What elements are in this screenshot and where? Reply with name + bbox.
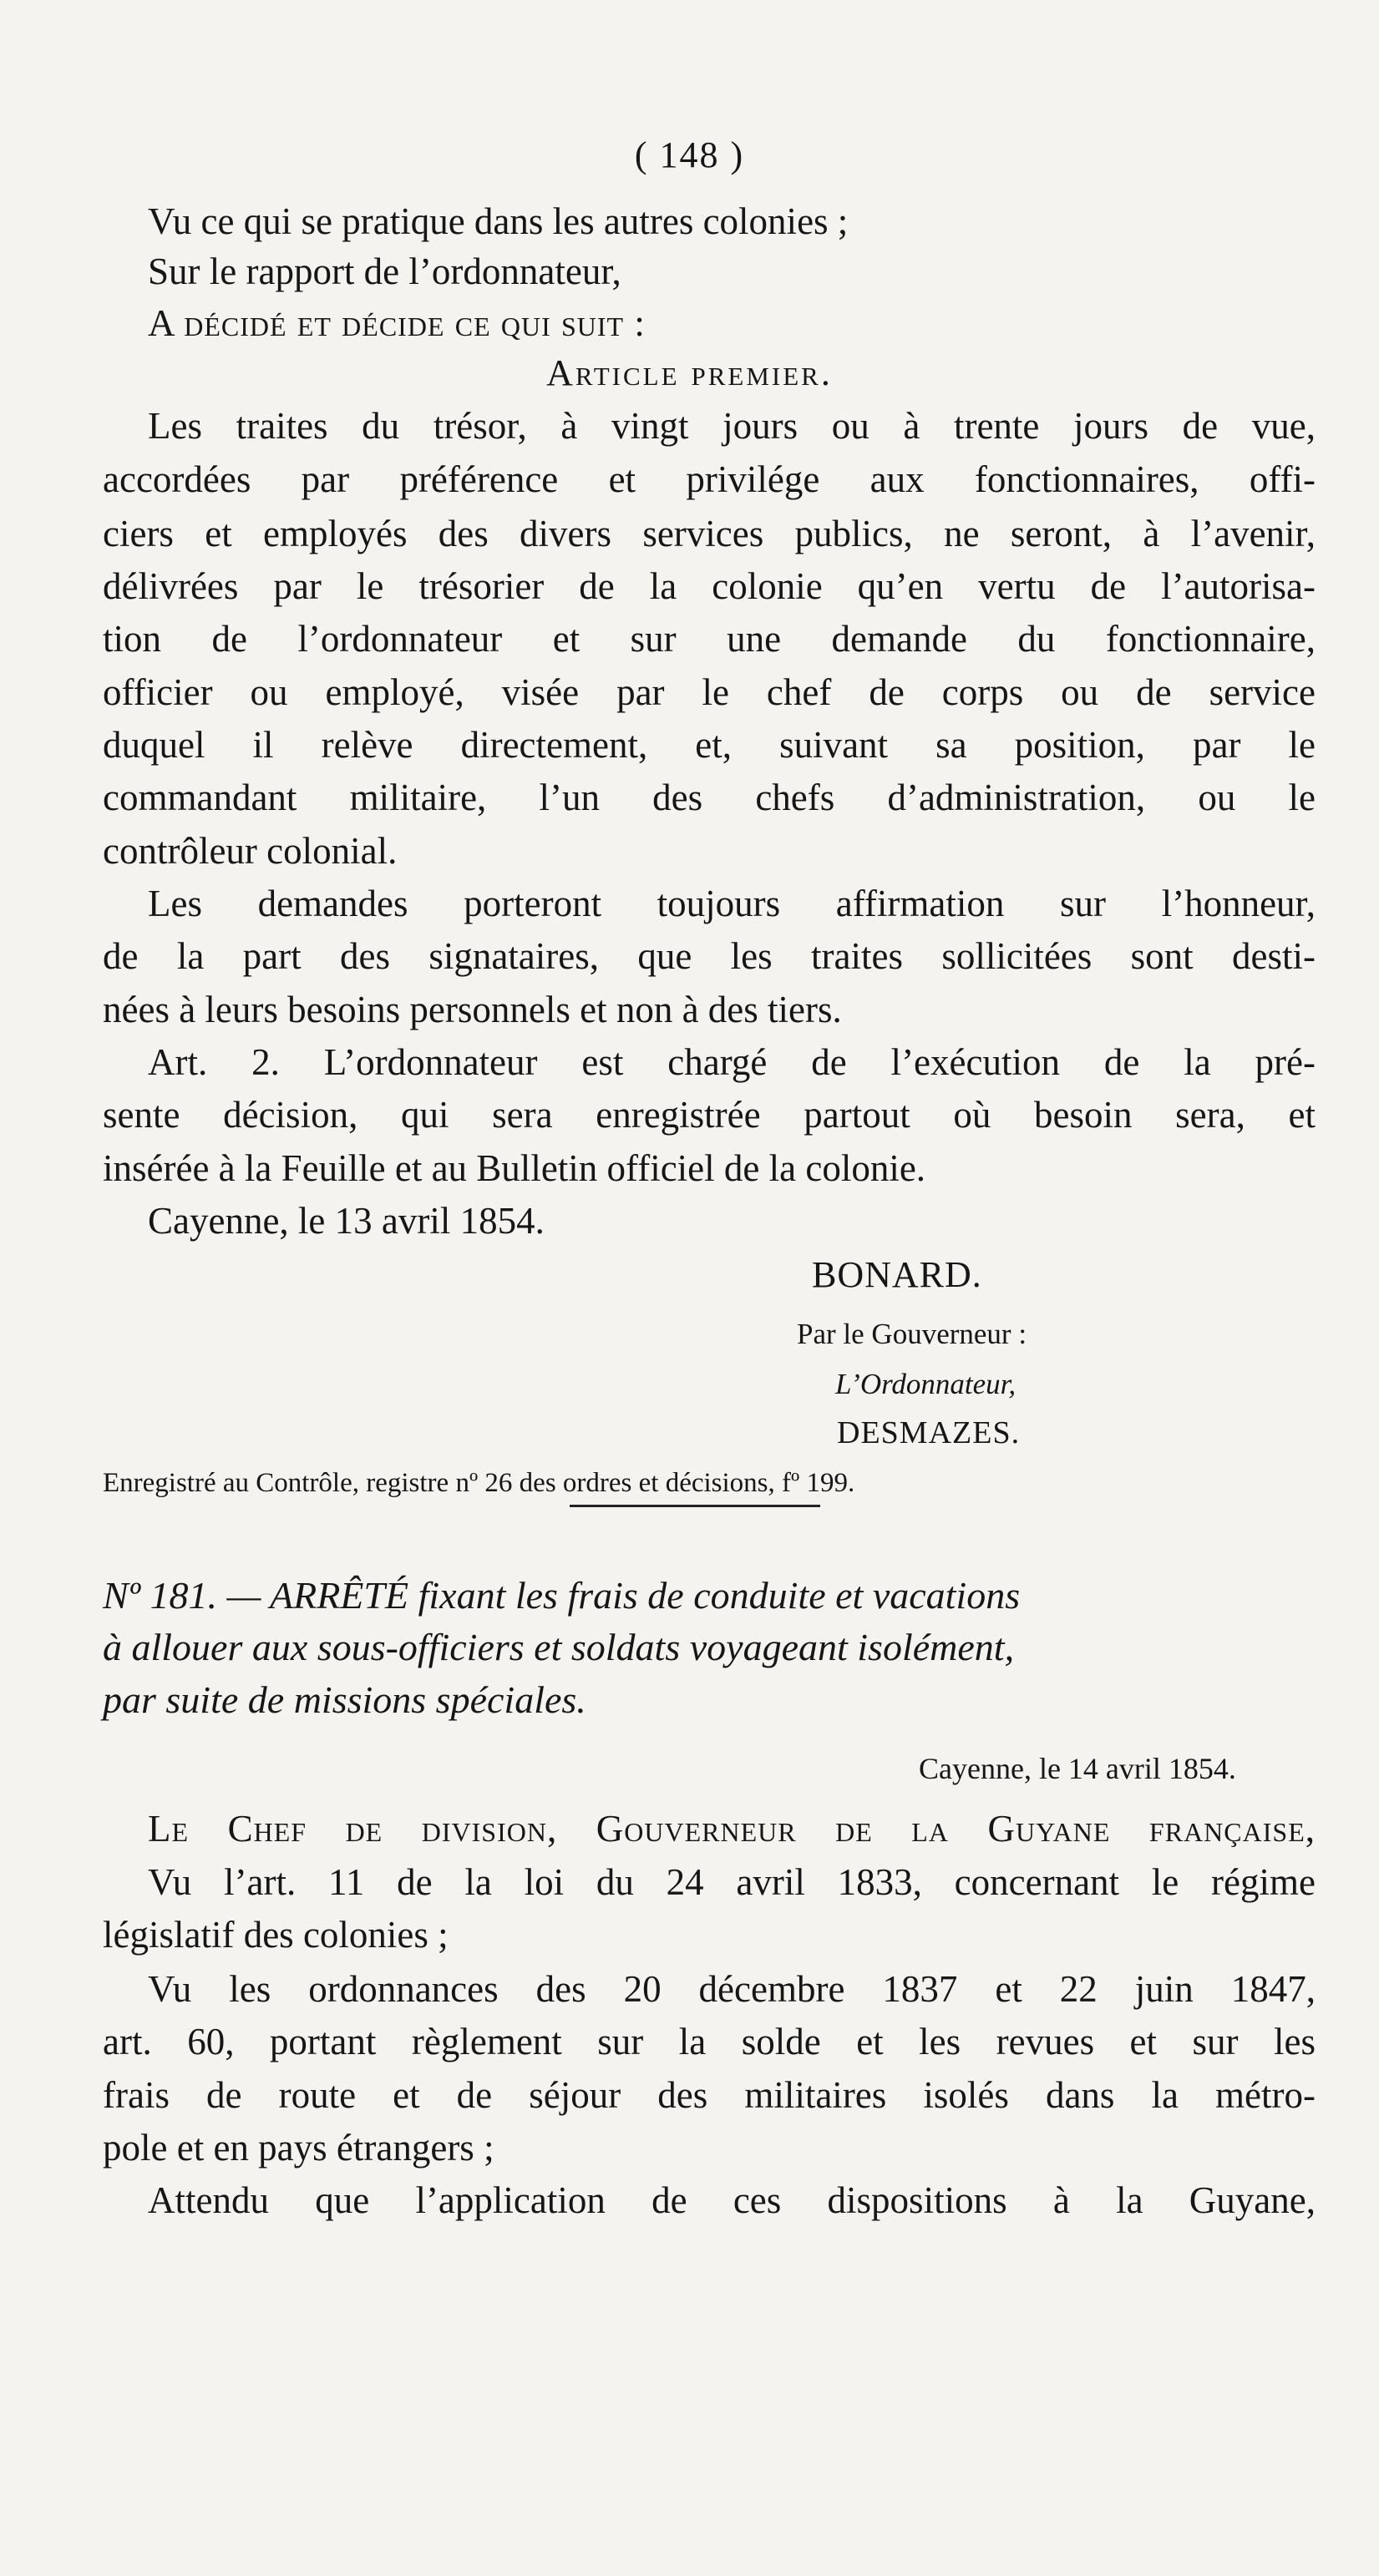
arrete-body-line: pole et en pays étrangers ; bbox=[103, 2127, 494, 2169]
preamble-line bbox=[148, 302, 646, 344]
article-2-line: Art. 2. L’ordonnateur est chargé de l’exécution de la pré- bbox=[148, 1041, 1316, 1083]
article-1-line: commandant militaire, l’un des chefs d’administration, ou le bbox=[103, 777, 1316, 818]
arrete-title-line: par suite de missions spéciales. bbox=[103, 1678, 586, 1721]
arrete-body-line: Vu l’art. 11 de la loi du 24 avril 1833, concernant le régime bbox=[148, 1861, 1316, 1903]
arrete-body-line: Vu les ordonnances des 20 décembre 1837 et 22 juin 1847, bbox=[148, 1968, 1316, 2010]
article-1-line: tion de l’ordonnateur et sur une demande du fonctionnaire, bbox=[103, 618, 1316, 660]
article-1-line: contrôleur colonial. bbox=[103, 830, 398, 872]
arrete-body-line: législatif des colonies ; bbox=[103, 1914, 449, 1956]
article-2-line: sente décision, qui sera enregistrée partout où besoin sera, et bbox=[103, 1094, 1316, 1136]
article-1-paragraph-2-line: de la part des signataires, que les traites sollicitées sont desti- bbox=[103, 935, 1316, 977]
arrete-body-line: Le Chef de division, Gouverneur de la Guyane française, bbox=[148, 1808, 1316, 1850]
preamble-line: Sur le rapport de l’ordonnateur, bbox=[148, 251, 621, 292]
signature-countersign: DESMAZES. bbox=[837, 1415, 1021, 1450]
arrete-body-line: Attendu que l’application de ces dispositions à la Guyane, bbox=[148, 2179, 1316, 2221]
article-1-paragraph-2-line: Les demandes porteront toujours affirmation sur l’honneur, bbox=[148, 883, 1316, 924]
article-1-line: délivrées par le trésorier de la colonie qu’en vertu de l’autorisa- bbox=[103, 565, 1316, 607]
signature-role: L’Ordonnateur, bbox=[835, 1368, 1017, 1400]
article-1-line: Les traites du trésor, à vingt jours ou à trente jours de vue, bbox=[148, 405, 1316, 447]
article-1-line: officier ou employé, visée par le chef de corps ou de service bbox=[103, 671, 1316, 713]
arrete-body-line: frais de route et de séjour des militaires isolés dans la métro- bbox=[103, 2074, 1316, 2116]
arrete-title-line: à allouer aux sous-officiers et soldats voyageant isolément, bbox=[103, 1626, 1015, 1668]
arrete-body-line: art. 60, portant règlement sur la solde et les revues et sur les bbox=[103, 2021, 1316, 2062]
article-1-paragraph-2-line: nées à leurs besoins personnels et non à des tiers. bbox=[103, 989, 842, 1030]
place-date: Cayenne, le 13 avril 1854. bbox=[148, 1200, 545, 1242]
article-1-line: duquel il relève directement, et, suivant sa position, par le bbox=[103, 724, 1316, 766]
article-heading: Article premier. bbox=[546, 352, 833, 393]
section-divider bbox=[570, 1505, 820, 1507]
page-number: ( 148 ) bbox=[634, 134, 745, 175]
article-1-line: accordées par préférence et privilége aux fonctionnaires, offi- bbox=[103, 458, 1316, 500]
preamble-line: Vu ce qui se pratique dans les autres colonies ; bbox=[148, 200, 849, 242]
article-2-line: insérée à la Feuille et au Bulletin officiel de la colonie. bbox=[103, 1147, 926, 1189]
registration-note: Enregistré au Contrôle, registre nº 26 des ordres et décisions, fº 199. bbox=[103, 1468, 855, 1498]
signature-par: Par le Gouverneur : bbox=[797, 1318, 1027, 1350]
arrete-title-line: Nº 181. — ARRÊTÉ fixant les frais de conduite et vacations bbox=[103, 1574, 1021, 1617]
arrete-place-date: Cayenne, le 14 avril 1854. bbox=[919, 1752, 1236, 1785]
article-1-line: ciers et employés des divers services publics, ne seront, à l’avenir, bbox=[103, 513, 1316, 554]
decision-formula: A décidé et décide ce qui suit : bbox=[148, 302, 646, 344]
signature-name: BONARD. bbox=[812, 1254, 982, 1295]
